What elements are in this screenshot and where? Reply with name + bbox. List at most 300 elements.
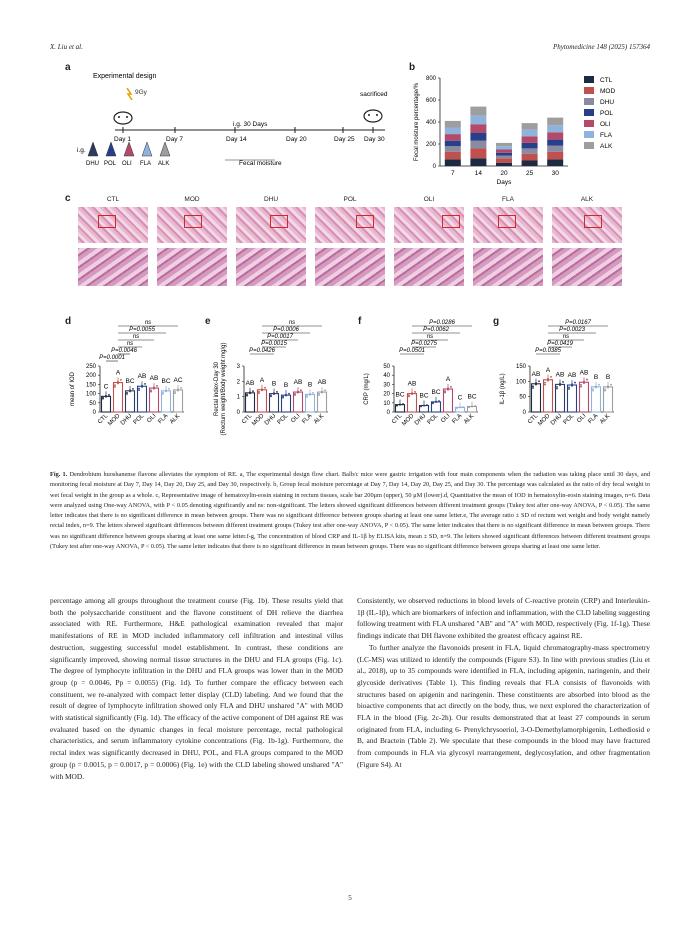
flask-icon bbox=[160, 142, 170, 156]
zoom-box bbox=[98, 215, 116, 228]
data-point bbox=[471, 405, 473, 407]
body-paragraph-crp: Consistently, we observed reductions in blood levels of C-reactive protein (CRP) and Interleukin-1β (IL-1β), which are biomarkers of infection and inflammation, with the CLD labeling suggesting following treatment with FLA unshared "AB" and "A" with MOD, respectively (Fig. 1f-1g). These findings indicate that DH flavone exhibited the greatest efficacy against RE. bbox=[357, 596, 650, 641]
ig-label: i.g. bbox=[77, 147, 86, 154]
group-letter: AB bbox=[245, 379, 255, 387]
day-label: Day 14 bbox=[226, 136, 247, 143]
sacrificed-label: sacrificed bbox=[360, 91, 388, 98]
bar-segment bbox=[547, 152, 563, 160]
mouse-end-icon bbox=[364, 110, 382, 122]
data-point bbox=[141, 385, 143, 387]
data-point bbox=[261, 388, 263, 390]
histology-group-label: DHU bbox=[263, 196, 279, 203]
histology-image-upper bbox=[552, 207, 622, 243]
group-letter: BC bbox=[467, 393, 477, 401]
data-point bbox=[414, 391, 416, 393]
histology-group-label: CTL bbox=[106, 196, 120, 203]
y-tick-label: 30 bbox=[383, 382, 390, 389]
histology-image-lower bbox=[473, 248, 543, 286]
x-tick-label: CTL bbox=[391, 413, 404, 426]
significance-label: P=0.0167 bbox=[565, 320, 591, 326]
y-tick-label: 250 bbox=[85, 364, 96, 370]
significance-label: ns bbox=[132, 334, 140, 340]
group-letter: A bbox=[259, 376, 265, 384]
data-point bbox=[568, 388, 570, 390]
data-point bbox=[321, 391, 323, 393]
data-point bbox=[571, 383, 573, 385]
y-tick-label: 200 bbox=[85, 373, 96, 380]
y-axis-label: (Rectum weight/Body weight mg/g) bbox=[221, 342, 227, 436]
drug-label: DHU bbox=[86, 161, 99, 167]
day-label: Day 20 bbox=[286, 136, 307, 143]
significance-label: P=0.0017 bbox=[267, 334, 293, 340]
bar-segment bbox=[547, 132, 563, 139]
data-point bbox=[264, 387, 266, 389]
significance-label: P=0.0023 bbox=[559, 327, 585, 333]
histology-group-label: POL bbox=[343, 196, 357, 203]
data-point bbox=[126, 392, 128, 394]
y-tick-label: 0 bbox=[92, 410, 96, 416]
data-point bbox=[294, 393, 296, 395]
y-axis-label: Rectal index-Day 30 bbox=[214, 361, 220, 417]
data-point bbox=[447, 387, 449, 389]
bar-segment bbox=[522, 123, 538, 130]
data-point bbox=[411, 392, 413, 394]
significance-label: ns bbox=[144, 320, 152, 326]
legend-label: MOD bbox=[600, 88, 616, 95]
data-point bbox=[144, 383, 146, 385]
significance-label: P=0.0062 bbox=[423, 327, 449, 333]
legend-swatch bbox=[584, 131, 594, 138]
data-point bbox=[396, 404, 398, 406]
y-tick-label: 150 bbox=[515, 364, 526, 370]
day-label: Day 25 bbox=[334, 136, 355, 143]
bar-segment bbox=[445, 141, 461, 147]
x-tick-label: MOD bbox=[537, 413, 552, 428]
x-tick-label: ALK bbox=[169, 413, 182, 426]
data-point bbox=[285, 394, 287, 396]
data-point bbox=[592, 388, 594, 390]
data-point bbox=[423, 404, 425, 406]
data-point bbox=[132, 388, 134, 390]
data-point bbox=[604, 388, 606, 390]
data-point bbox=[538, 380, 540, 382]
drug-label: POL bbox=[104, 161, 117, 167]
bar-segment bbox=[522, 143, 538, 149]
data-point bbox=[547, 378, 549, 380]
y-tick-label: 150 bbox=[85, 382, 96, 389]
data-point bbox=[258, 391, 260, 393]
group-letter: BC bbox=[395, 391, 405, 399]
data-point bbox=[444, 390, 446, 392]
data-point bbox=[138, 389, 140, 391]
x-tick-label: FLA bbox=[587, 413, 600, 426]
crp-chart bbox=[360, 316, 495, 456]
data-point bbox=[426, 404, 428, 406]
bar-segment bbox=[496, 156, 512, 159]
bar-segment bbox=[522, 148, 538, 154]
data-point bbox=[402, 403, 404, 405]
zoom-box bbox=[356, 215, 374, 228]
radiation-icon bbox=[127, 88, 132, 100]
data-point bbox=[556, 388, 558, 390]
flask-icon bbox=[142, 142, 152, 156]
histology-image-upper bbox=[157, 207, 227, 243]
data-point bbox=[102, 397, 104, 399]
panel-a-flowchart bbox=[75, 66, 395, 186]
y-tick-label: 0 bbox=[522, 410, 526, 416]
data-point bbox=[550, 376, 552, 378]
x-tick-label: 25 bbox=[525, 170, 534, 177]
legend-label: CTL bbox=[600, 77, 613, 84]
caption-label: Fig. 1. bbox=[50, 471, 68, 478]
bar-segment bbox=[445, 146, 461, 152]
body-paragraph-lcms: To further analyze the flavonoids present in FLA, liquid chromatography-mass spectrometry (LC-MS) was utilized to identify the compounds (Figure S3). In line with previous studies (Liu et al., 2018), up to 35 compounds were identified in FLA, including apigenin, naringenin, and their glycoside derivatives (Table 1). This finding reveals that FLA consists of flavonoids with structures based on apigenin and naringenin. These constituents are absorbed into blood as the bioactive components that act directly on the body, thus, we next explored the characterization of FLA in the blood (Fig. 2c-2h). Our results demonstrated that at least 27 compounds in serum originated from FLA, including 6- Prenylchrysoeriol, 3-O-Demethylamorphigenin, Lethediosid e B, and Bractein (Table 2). We speculate that these compounds in the blood may have fractured from compounds in FLA via glycosyl rearrangement, deglycosylation, and other fragmentation (Figure S4). At bbox=[357, 642, 650, 769]
data-point bbox=[532, 387, 534, 389]
legend-label: DHU bbox=[600, 99, 615, 106]
legend-swatch bbox=[584, 98, 594, 105]
bar-segment bbox=[470, 133, 486, 141]
data-point bbox=[129, 389, 131, 391]
group-letter: BC bbox=[431, 388, 441, 396]
group-letter: A bbox=[445, 376, 451, 383]
histology-group-label: MOD bbox=[184, 196, 200, 203]
x-tick-label: 20 bbox=[500, 170, 508, 177]
group-letter: B bbox=[283, 382, 289, 390]
x-tick-label: CTL bbox=[527, 413, 540, 426]
significance-label: ns bbox=[288, 320, 296, 326]
day-label: Day 1 bbox=[114, 136, 131, 143]
data-point bbox=[556, 386, 558, 388]
bar-segment bbox=[445, 121, 461, 128]
legend-swatch bbox=[584, 76, 594, 83]
data-point bbox=[153, 386, 155, 388]
bar-segment bbox=[496, 146, 512, 149]
group-letter: B bbox=[271, 380, 277, 388]
duration-label: i.g. 30 Days bbox=[233, 121, 268, 128]
x-tick-label: 14 bbox=[474, 170, 483, 177]
bar-segment bbox=[445, 128, 461, 135]
x-tick-label: FLA bbox=[301, 413, 314, 426]
drug-label: OLI bbox=[122, 161, 132, 167]
y-tick-label: 50 bbox=[89, 400, 96, 407]
y-axis-label: Fecal moisture percentage/% bbox=[414, 82, 420, 162]
significance-label: P=0.0501 bbox=[399, 348, 425, 354]
data-point bbox=[456, 407, 458, 409]
histology-tile bbox=[552, 196, 622, 287]
data-point bbox=[408, 394, 410, 396]
group-letter: AB bbox=[137, 373, 147, 381]
zoom-box bbox=[584, 215, 602, 228]
x-tick-label: OLI bbox=[576, 413, 588, 425]
y-tick-label: 50 bbox=[383, 364, 390, 370]
drug-label: ALK bbox=[158, 161, 170, 167]
panel-b-letter: b bbox=[409, 62, 416, 73]
histology-image-lower bbox=[315, 248, 385, 286]
group-letter: AB bbox=[567, 372, 577, 380]
legend-swatch bbox=[584, 87, 594, 94]
y-tick-label: 10 bbox=[383, 400, 390, 407]
y-tick-label: 800 bbox=[425, 76, 436, 82]
bar-segment bbox=[547, 125, 563, 132]
data-point bbox=[571, 385, 573, 387]
data-point bbox=[156, 385, 158, 387]
bar-segment bbox=[522, 161, 538, 167]
group-letter: AB bbox=[555, 371, 565, 379]
significance-label: P=0.0046 bbox=[111, 348, 137, 354]
y-tick-label: 2 bbox=[236, 379, 240, 386]
histology-image-upper bbox=[315, 207, 385, 243]
data-point bbox=[544, 382, 546, 384]
data-point bbox=[114, 386, 116, 388]
data-point bbox=[276, 391, 278, 393]
group-letter: AB bbox=[293, 379, 303, 387]
data-point bbox=[420, 405, 422, 407]
x-tick-label: DHU bbox=[263, 413, 278, 427]
day-label: Day 7 bbox=[166, 136, 183, 143]
bar-segment bbox=[522, 130, 538, 137]
page-number: 5 bbox=[348, 894, 352, 902]
panel-e-letter: e bbox=[205, 316, 211, 327]
significance-label: P=0.0286 bbox=[429, 320, 455, 326]
caption-text: Dendrobium huoshanense flavone alleviates the symptom of RE. a, The experimental design flow chart. Balb/c mice were gastric irrigation with four main components when the radiation was taking place until 30 days, and monitoring fecal moisture at Day 7, Day 14, Day 20, Day 25, and Day 30, respectively. b, Group fecal moisture percentage at Day 7, Day 14, Day 20, Day 25, and Day 30. The percentage was calculated as the ratio of dry fecal weight to wet fecal weight in the group as a whole. c, Representative image of hematoxylin-eosin staining in rectum tissues, scale bar 200μm (upper), 50 μM (lower).d, Quantitative the mean of IOD in hematoxylin-eosin staining images, n=6. Data were analyzed using One-way ANOVA, with P < 0.05 denoting significantly and ns: non-significant. The letters showed significant differences between different treatment groups (Tukey test after one-way ANOVA, P < 0.05). The same letter indicates that there is no significant difference in mean between groups. There was no significant difference between groups sharing at least one same letter.e, The average ratio ± SD of rectum wet weight and body weight namely rectal index, n=9. The letters showed significant differences between different treatment groups (Tukey test after one-way ANOVA, P < 0.05). The same letter indicates that there is no significant difference in mean between groups. There was no significant difference between groups sharing at least one same letter.f-g, The concentration of blood CRP and IL-1β by ELISA kits, mean ± SD, n=9. The letters showed significant differences between different treatment groups (Tukey test after one-way ANOVA, P < 0.05). The same letter indicates that there is no significant difference in mean between groups. There was no significant difference between groups sharing at least one same letter. bbox=[50, 471, 650, 551]
bar-segment bbox=[496, 158, 512, 162]
rectal-index-chart bbox=[210, 316, 355, 456]
data-point bbox=[459, 406, 461, 408]
data-point bbox=[544, 384, 546, 386]
x-tick-label: ALK bbox=[463, 413, 476, 426]
panel-f-letter: f bbox=[358, 316, 362, 327]
day-label: Day 30 bbox=[364, 136, 385, 143]
x-tick-label: FLA bbox=[157, 413, 170, 426]
group-letter: B bbox=[605, 373, 611, 381]
data-point bbox=[309, 393, 311, 395]
group-letter: BC bbox=[419, 392, 429, 400]
flask-icon bbox=[124, 142, 134, 156]
histology-image-upper bbox=[236, 207, 306, 243]
significance-label: P=0.0006 bbox=[273, 327, 299, 333]
panel-a-letter: a bbox=[65, 62, 71, 73]
group-letter: A bbox=[545, 366, 551, 374]
bar-segment bbox=[547, 159, 563, 166]
data-point bbox=[399, 404, 401, 406]
bar-segment bbox=[470, 107, 486, 116]
running-header-authors: X. Liu et al. bbox=[50, 43, 83, 51]
x-tick-label: CTL bbox=[97, 413, 110, 426]
significance-label: P=0.0055 bbox=[129, 327, 155, 333]
group-letter: A bbox=[115, 369, 121, 377]
zoom-box bbox=[184, 215, 202, 228]
data-point bbox=[595, 385, 597, 387]
bar-segment bbox=[496, 143, 512, 146]
x-tick-label: OLI bbox=[440, 413, 452, 425]
bar-segment bbox=[496, 153, 512, 156]
significance-label: P=0.0426 bbox=[249, 348, 275, 354]
y-axis-label: CRP (mg/L) bbox=[364, 373, 370, 405]
data-point bbox=[610, 384, 612, 386]
y-tick-label: 1 bbox=[236, 394, 240, 401]
data-point bbox=[150, 389, 152, 391]
dose-label: 9Gy bbox=[135, 89, 147, 96]
bar-segment bbox=[470, 141, 486, 149]
data-point bbox=[535, 382, 537, 384]
data-point bbox=[559, 383, 561, 385]
significance-label: ns bbox=[426, 334, 434, 340]
data-point bbox=[252, 390, 254, 392]
significance-label: P=0.0015 bbox=[261, 341, 287, 347]
data-point bbox=[574, 382, 576, 384]
data-point bbox=[598, 384, 600, 386]
histology-image-lower bbox=[236, 248, 306, 286]
data-point bbox=[105, 395, 107, 397]
x-tick-label: ALK bbox=[313, 413, 326, 426]
y-axis-label: IL-1β (ng/L) bbox=[500, 373, 506, 405]
significance-label: P=0.0419 bbox=[547, 341, 573, 347]
data-point bbox=[246, 394, 248, 396]
legend-swatch bbox=[584, 109, 594, 116]
data-point bbox=[535, 384, 537, 386]
x-tick-label: POL bbox=[426, 413, 440, 426]
data-point bbox=[117, 383, 119, 385]
data-point bbox=[568, 387, 570, 389]
x-tick-label: POL bbox=[132, 413, 146, 426]
data-point bbox=[438, 400, 440, 402]
panel-d-letter: d bbox=[65, 316, 72, 327]
data-point bbox=[141, 386, 143, 388]
zoom-box bbox=[442, 215, 460, 228]
x-tick-label: CTL bbox=[241, 413, 254, 426]
data-point bbox=[312, 392, 314, 394]
y-tick-label: 200 bbox=[425, 142, 436, 148]
y-tick-label: 600 bbox=[425, 98, 436, 104]
data-point bbox=[468, 406, 470, 408]
group-letter: AB bbox=[149, 375, 159, 383]
bar-segment bbox=[547, 118, 563, 126]
data-point bbox=[177, 388, 179, 390]
bar-segment bbox=[470, 115, 486, 124]
data-point bbox=[583, 382, 585, 384]
data-point bbox=[117, 381, 119, 383]
x-axis-label: Days bbox=[496, 179, 512, 186]
fecal-moisture-label: Fecal moisture bbox=[239, 160, 282, 167]
group-letter: AB bbox=[407, 380, 417, 388]
data-point bbox=[297, 391, 299, 393]
group-letter: B bbox=[593, 373, 599, 381]
y-tick-label: 20 bbox=[383, 391, 390, 398]
group-letter: BC bbox=[161, 377, 171, 385]
zoom-box bbox=[498, 215, 516, 228]
data-point bbox=[273, 392, 275, 394]
histology-image-upper bbox=[78, 207, 148, 243]
group-letter: AB bbox=[579, 369, 589, 377]
mouse-start-icon bbox=[114, 112, 132, 124]
data-point bbox=[138, 388, 140, 390]
group-letter: B bbox=[307, 381, 313, 389]
histology-image-lower bbox=[394, 248, 464, 286]
data-point bbox=[559, 384, 561, 386]
x-tick-label: FLA bbox=[451, 413, 464, 426]
data-point bbox=[532, 385, 534, 387]
data-point bbox=[162, 392, 164, 394]
bar-segment bbox=[445, 134, 461, 141]
legend-label: FLA bbox=[600, 132, 612, 139]
histology-image-lower bbox=[552, 248, 622, 286]
data-point bbox=[580, 384, 582, 386]
panel-c-letter: c bbox=[65, 193, 71, 204]
data-point bbox=[288, 393, 290, 395]
legend-label: POL bbox=[600, 110, 614, 117]
flask-icon bbox=[106, 142, 116, 156]
bar-segment bbox=[522, 154, 538, 161]
data-point bbox=[165, 389, 167, 391]
group-letter: AB bbox=[317, 379, 327, 387]
significance-label: P=0.0385 bbox=[535, 348, 561, 354]
y-tick-label: 400 bbox=[425, 120, 436, 126]
bar-segment bbox=[522, 136, 538, 143]
y-tick-label: 0 bbox=[236, 410, 240, 416]
histology-group-label: OLI bbox=[423, 196, 435, 203]
histology-group-label: ALK bbox=[580, 196, 594, 203]
bar-segment bbox=[445, 159, 461, 166]
y-tick-label: 0 bbox=[386, 410, 390, 416]
data-point bbox=[462, 406, 464, 408]
data-point bbox=[432, 402, 434, 404]
data-point bbox=[249, 391, 251, 393]
group-letter: C bbox=[457, 394, 463, 402]
data-point bbox=[120, 379, 122, 381]
bar-segment bbox=[445, 152, 461, 160]
y-tick-label: 40 bbox=[383, 373, 390, 380]
data-point bbox=[180, 387, 182, 389]
x-tick-label: 30 bbox=[551, 170, 559, 177]
data-point bbox=[474, 405, 476, 407]
data-point bbox=[114, 384, 116, 386]
x-tick-label: ALK bbox=[599, 413, 612, 426]
histology-tile bbox=[394, 196, 464, 287]
running-header-journal: Phytomedicine 148 (2025) 157364 bbox=[552, 43, 650, 51]
data-point bbox=[174, 391, 176, 393]
histology-group-label: FLA bbox=[502, 196, 514, 203]
x-tick-label: OLI bbox=[146, 413, 158, 425]
histology-image-lower bbox=[78, 248, 148, 286]
histology-tile bbox=[315, 196, 385, 287]
y-tick-label: 100 bbox=[515, 379, 526, 386]
data-point bbox=[547, 380, 549, 382]
data-point bbox=[435, 401, 437, 403]
significance-label: ns bbox=[562, 334, 570, 340]
data-point bbox=[282, 396, 284, 398]
x-tick-label: MOD bbox=[107, 413, 122, 428]
data-point bbox=[583, 380, 585, 382]
figure-caption bbox=[50, 470, 650, 552]
body-text-right bbox=[357, 595, 650, 771]
il1b-chart bbox=[496, 316, 636, 456]
histology-tile bbox=[157, 196, 227, 287]
data-point bbox=[270, 394, 272, 396]
significance-label: P=0.0001 bbox=[99, 355, 125, 361]
bar-segment bbox=[470, 148, 486, 158]
data-point bbox=[450, 386, 452, 388]
bar-segment bbox=[496, 163, 512, 166]
panel-g-letter: g bbox=[493, 316, 500, 327]
data-point bbox=[306, 395, 308, 397]
body-text-left: percentage among all groups throughout the treatment course (Fig. 1b). These results yield that both the polysaccharide constituent and the flavone constituent of DH relieve the diarrhea associated with RE. Furthermore, H&E pathological examination revealed that major manifestations of RE in MOD included inflammatory cell infiltration and intestinal villus destruction, suggesting successful model establishment. In contrast, these conditions are significantly improved, showing normal tissue structures in the DHU and FLA groups (Fig. 1c). The degree of lymphocyte infiltration in the DHU and FLA groups was lower than in the MOD group (p = 0.0046, Pp = 0.0055) (Fig. 1d). To further compare the efficacy between each constituent, we re-analyzed with compact letter display (CLD) labeling. And we found that the result of degree of lymphocyte infiltration showed only FLA and DHU unshared "A" with MOD with statistical significantly (Fig. 1d). The efficacy of the active component of DH against RE was evaluated based on the dynamic changes in fecal moisture percentage, rectal pathological characteristics, and serum inflammatory cytokine concentrations (Fig. 1b-1g). Furthermore, the rectal index was significantly decreased in DHU, POL, and FLA groups compared to the MOD group (p = 0.0015, p = 0.0017, p = 0.0006) (Fig. 1e) with the CLD labeling showed unshared "A" with MOD. bbox=[50, 596, 343, 781]
data-point bbox=[318, 393, 320, 395]
y-tick-label: 3 bbox=[236, 364, 240, 370]
significance-label: ns bbox=[126, 341, 134, 347]
group-letter: C bbox=[103, 383, 109, 391]
data-point bbox=[300, 389, 302, 391]
data-point bbox=[324, 389, 326, 391]
